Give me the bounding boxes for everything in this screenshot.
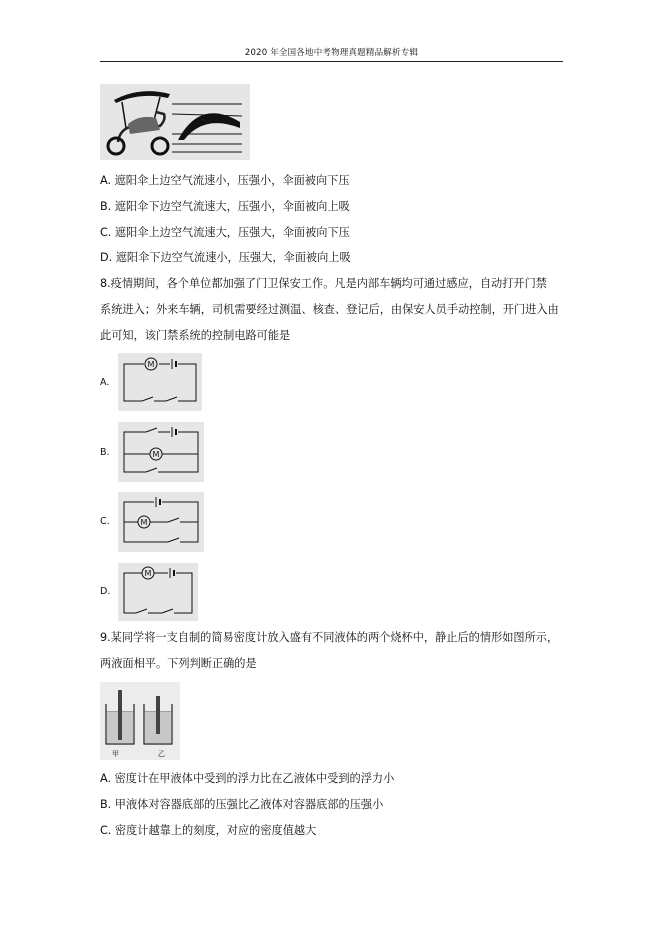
beaker-label-jia: 甲	[112, 750, 119, 758]
beakers-drawing	[100, 682, 180, 760]
beaker-label-yi: 乙	[158, 750, 165, 758]
circuit-c-diagram	[118, 492, 204, 552]
q8-option-a-label: A.	[100, 377, 110, 388]
q8-stem-line-1: 8.疫情期间，各个单位都加强了门卫保安工作。凡是内部车辆均可通过感应，自动打开门禁	[100, 277, 547, 290]
q8-option-b-label: B.	[100, 447, 110, 458]
q8-option-c-label: C.	[100, 516, 110, 527]
q7-option-a: A. 遮阳伞上边空气流速小，压强小，伞面被向下压	[100, 174, 350, 187]
header-rule	[100, 61, 563, 62]
circuit-a-motor-symbol: M	[147, 360, 155, 369]
q7-option-d: D. 遮阳伞下边空气流速小，压强大，伞面被向上吸	[100, 251, 351, 264]
q9-stem-line-1: 9.某同学将一支自制的简易密度计放入盛有不同液体的两个烧杯中，静止后的情形如图所示，	[100, 631, 559, 644]
q8-stem-line-2: 系统进入；外来车辆，司机需要经过测温、核查、登记后，由保安人员手动控制，开门进入由	[100, 303, 559, 316]
q8-option-d-label: D.	[100, 586, 111, 597]
q9-option-c: C. 密度计越靠上的刻度，对应的密度值越大	[100, 824, 317, 837]
page-header: 2020 年全国各地中考物理真题精品解析专辑	[244, 48, 419, 58]
beakers-figure	[100, 682, 180, 760]
circuit-d-motor-symbol: M	[144, 569, 152, 578]
circuit-b-diagram	[118, 422, 204, 482]
scooter-sunshade-figure	[100, 84, 250, 160]
q9-option-a: A. 密度计在甲液体中受到的浮力比在乙液体中受到的浮力小	[100, 772, 395, 785]
circuit-b-figure	[118, 422, 204, 482]
circuit-a-figure	[118, 353, 202, 411]
q7-option-c: C. 遮阳伞上边空气流速大，压强大，伞面被向下压	[100, 226, 350, 239]
q8-stem-line-3: 此可知，该门禁系统的控制电路可能是	[100, 329, 291, 342]
circuit-c-figure	[118, 492, 204, 552]
circuit-d-figure	[118, 563, 198, 621]
scooter-sunshade-drawing	[100, 84, 250, 160]
circuit-a-diagram	[118, 353, 202, 411]
q9-stem-line-2: 两液面相平。下列判断正确的是	[100, 657, 257, 670]
circuit-b-motor-symbol: M	[152, 450, 160, 459]
q9-option-b: B. 甲液体对容器底部的压强比乙液体对容器底部的压强小	[100, 798, 384, 811]
circuit-d-diagram	[118, 563, 198, 621]
circuit-c-motor-symbol: M	[140, 518, 148, 527]
q7-option-b: B. 遮阳伞下边空气流速大，压强小，伞面被向上吸	[100, 200, 350, 213]
